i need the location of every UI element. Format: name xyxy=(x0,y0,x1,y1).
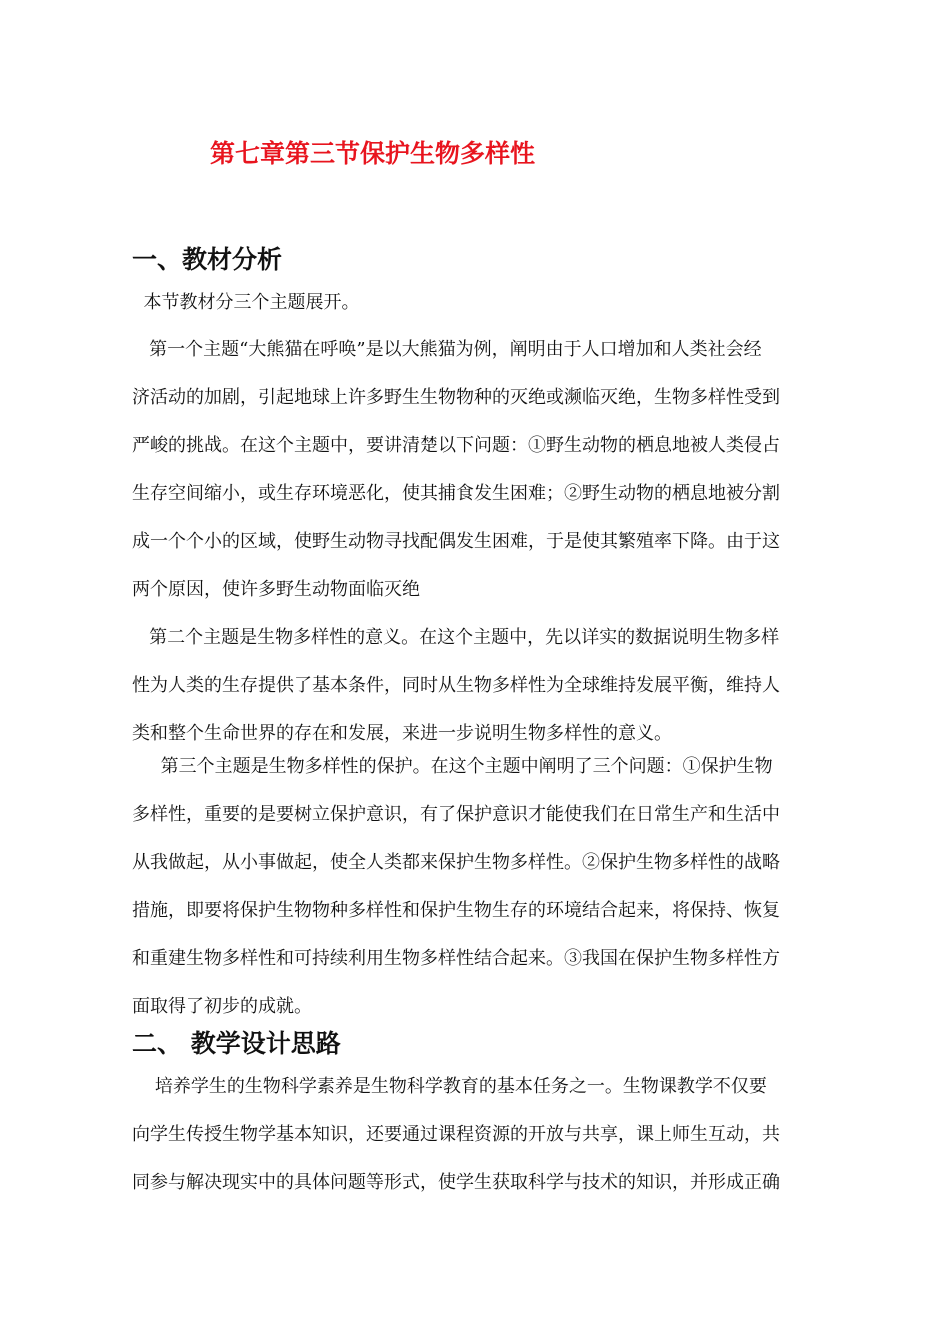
text-line: 严峻的挑战。在这个主题中，要讲清楚以下问题：①野生动物的栖息地被人类侵占 xyxy=(132,435,780,456)
section-heading-analysis: 一、教材分析 xyxy=(132,245,283,274)
paragraph-intro xyxy=(132,279,844,327)
text-line: 成一个个小的区域，使野生动物寻找配偶发生困难，于是使其繁殖率下降。由于这 xyxy=(132,531,780,552)
text-line: 济活动的加剧，引起地球上许多野生生物物种的灭绝或濒临灭绝，生物多样性受到 xyxy=(132,387,780,408)
text-line: 性为人类的生存提供了基本条件，同时从生物多样性为全球维持发展平衡，维持人 xyxy=(132,675,780,696)
paragraph-theme-one xyxy=(132,326,844,614)
text-line: 和重建生物多样性和可持续利用生物多样性结合起来。③我国在保护生物多样性方 xyxy=(132,948,780,969)
paragraph-theme-two xyxy=(132,614,844,758)
text-line: 培养学生的生物科学素养是生物科学教育的基本任务之一。生物课教学不仅要 xyxy=(132,1076,767,1097)
section-heading-design: 二、 教学设计思路 xyxy=(132,1029,341,1058)
text-line: 措施，即要将保护生物物种多样性和保护生物生存的环境结合起来，将保持、恢复 xyxy=(132,900,780,921)
paragraph-theme-three xyxy=(132,743,844,1031)
document-title: 第七章第三节保护生物多样性 xyxy=(210,139,536,168)
text-line: 类和整个生命世界的存在和发展，来进一步说明生物多样性的意义。 xyxy=(132,723,672,744)
text-line: 面取得了初步的成就。 xyxy=(132,996,312,1017)
text-line: 多样性，重要的是要树立保护意识，有了保护意识才能使我们在日常生产和生活中 xyxy=(132,804,780,825)
text-line: 第三个主题是生物多样性的保护。在这个主题中阐明了三个问题：①保护生物 xyxy=(132,756,773,777)
text-line: 向学生传授生物学基本知识，还要通过课程资源的开放与共享，课上师生互动，共 xyxy=(132,1124,780,1145)
text-line: 第二个主题是生物多样性的意义。在这个主题中，先以详实的数据说明生物多样 xyxy=(132,627,780,648)
paragraph-design xyxy=(132,1063,844,1207)
text-line: 两个原因，使许多野生动物面临灭绝 xyxy=(132,579,420,600)
text-line: 本节教材分三个主题展开。 xyxy=(132,292,360,313)
text-line: 生存空间缩小，或生存环境恶化，使其捕食发生困难；②野生动物的栖息地被分割 xyxy=(132,483,780,504)
text-line: 从我做起，从小事做起，使全人类都来保护生物多样性。②保护生物多样性的战略 xyxy=(132,852,780,873)
text-line: 同参与解决现实中的具体问题等形式，使学生获取科学与技术的知识，并形成正确 xyxy=(132,1172,780,1193)
text-line: 第一个主题“大熊猫在呼唤”是以大熊猫为例，阐明由于人口增加和人类社会经 xyxy=(132,339,762,360)
